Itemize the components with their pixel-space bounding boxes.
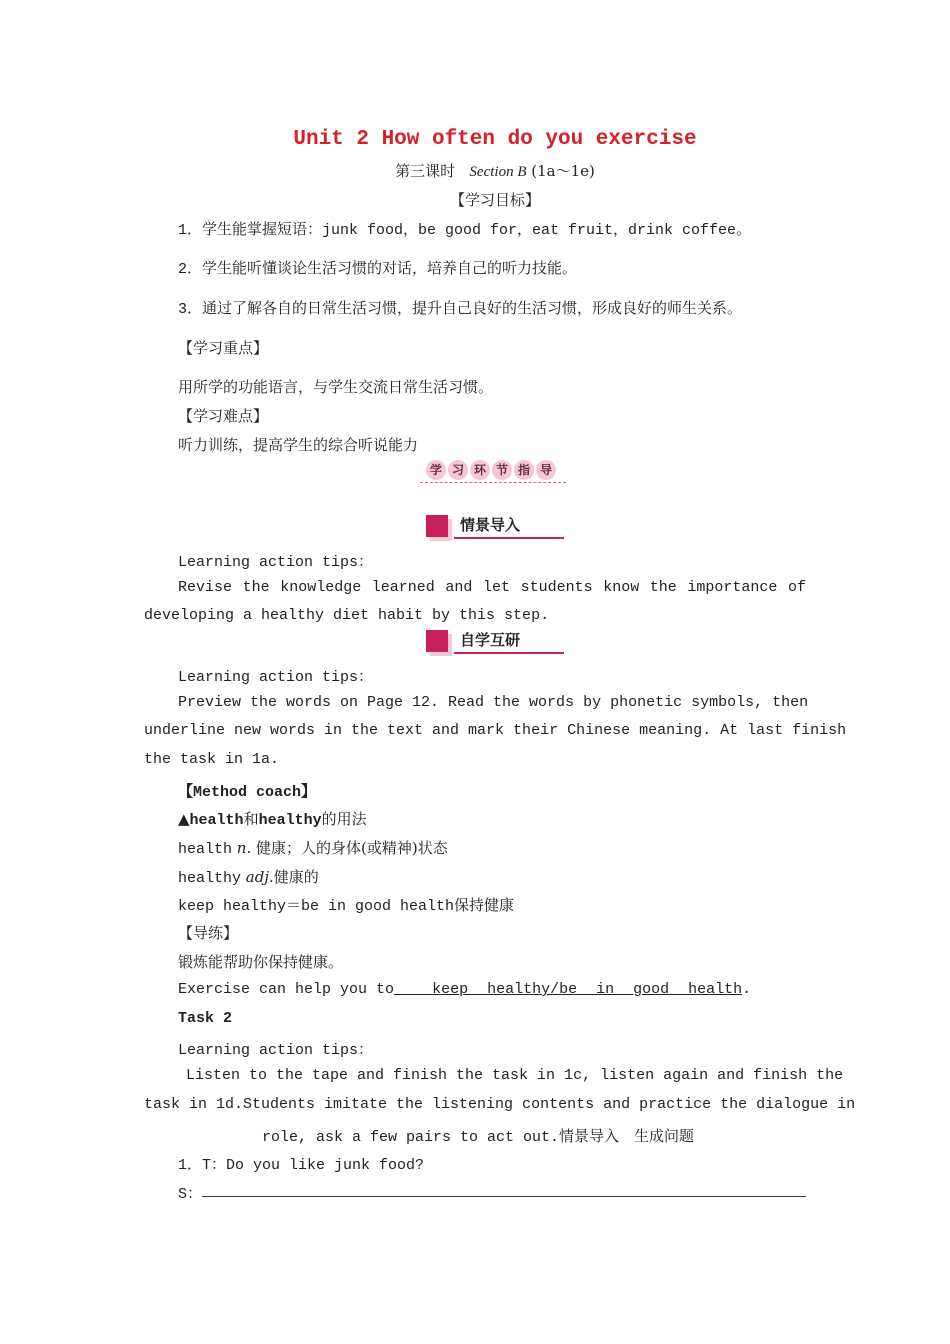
tips-label: Learning action tips：: [178, 669, 374, 686]
phrase-english: keep healthy＝be in good health: [178, 898, 455, 915]
lesson-range: (1a～1e): [531, 162, 595, 180]
usage-word: healthy: [258, 812, 322, 829]
question-1: 1．T：Do you like junk food?: [178, 1157, 425, 1174]
objective-2: 2．学生能听懂谈论生活习惯的对话，培养自己的听力技能。: [178, 261, 578, 278]
section-label: 自学互研: [454, 628, 564, 654]
banner-square-icon: [426, 630, 448, 652]
focus-text: 用所学的功能语言，与学生交流日常生活习惯。: [178, 378, 494, 396]
lesson-period: 第三课时: [395, 162, 456, 180]
usage-connector: 和: [243, 810, 259, 828]
objectives-heading: 【学习目标】: [449, 191, 540, 209]
tips-text: Revise the knowledge learned and let students know the importance of: [178, 579, 806, 596]
tips-text: the task in 1a.: [144, 751, 280, 768]
phrase-meaning: 保持健康: [454, 896, 515, 914]
practice-sentence: [178, 981, 751, 998]
usage-suffix: 的用法: [321, 810, 367, 828]
focus-heading: 【学习重点】: [178, 339, 269, 357]
section-banner-intro: [420, 513, 566, 543]
guide-char: 学: [426, 460, 446, 480]
task-heading: Task 2: [178, 1010, 233, 1027]
definition-pos: n.: [236, 839, 252, 857]
document-title: Unit 2 How often do you exercise: [293, 128, 697, 151]
definition-word: health: [178, 841, 233, 858]
answer-blank-line[interactable]: [202, 1196, 806, 1197]
definition-meaning: 健康；人的身体(或精神)状态: [256, 839, 448, 857]
lesson-section: Section B: [469, 164, 527, 180]
guide-char: 节: [492, 460, 512, 480]
tips-text: underline new words in the text and mark their Chinese meaning. At last finish: [144, 722, 847, 739]
difficulty-text: 听力训练，提高学生的综合听说能力: [178, 436, 419, 454]
tips-text: task in 1d.Students imitate the listening contents and practice the dialogue in: [144, 1096, 856, 1113]
guide-char: 指: [514, 460, 534, 480]
definition-pos: adj.: [245, 868, 274, 886]
section-label: 情景导入: [454, 513, 564, 539]
tips-text: role, ask a few pairs to act out.情景导入 生成问题: [262, 1129, 695, 1146]
guide-banner: [420, 457, 566, 487]
section-banner-selfstudy: [420, 628, 566, 658]
tips-label: Learning action tips：: [178, 554, 374, 571]
guide-char: 导: [536, 460, 556, 480]
definition-meaning: 健康的: [273, 868, 319, 886]
guide-divider: [420, 482, 566, 483]
objective-1: 1．学生能掌握短语：junk food，be good for，eat fruit，drink coffee。: [178, 222, 752, 239]
practice-heading: 【导练】: [178, 924, 239, 942]
difficulty-heading: 【学习难点】: [178, 407, 269, 425]
practice-prefix: Exercise can help you to: [178, 981, 395, 998]
method-coach-heading: 【Method coach】: [178, 784, 317, 801]
definition-word: healthy: [178, 870, 242, 887]
guide-char: 环: [470, 460, 490, 480]
usage-word: health: [189, 812, 244, 829]
definition-phrase: [178, 894, 514, 915]
tips-label: Learning action tips：: [178, 1042, 374, 1059]
practice-chinese: 锻炼能帮助你保持健康。: [178, 953, 344, 971]
tips-text: Preview the words on Page 12. Read the words by phonetic symbols, then: [178, 694, 809, 711]
tips-text: developing a healthy diet habit by this step.: [144, 607, 550, 624]
definition-healthy: [178, 866, 319, 887]
lesson-subtitle: [0, 160, 950, 181]
objective-3: 3．通过了解各自的日常生活习惯，提升自己良好的生活习惯，形成良好的师生关系。: [178, 301, 743, 318]
tips-text: Listen to the tape and finish the task in 1c, listen again and finish the: [186, 1067, 844, 1084]
practice-answer: [394, 981, 742, 998]
banner-square-icon: [426, 515, 448, 537]
practice-end: .: [742, 981, 752, 998]
guide-char: 习: [448, 460, 468, 480]
answer-label: S：: [178, 1186, 203, 1203]
triangle-icon: ▲: [178, 810, 190, 828]
practice-answer-text: keep healthy/be in good health: [432, 981, 743, 998]
definition-health: [178, 837, 448, 858]
usage-title: [178, 808, 367, 829]
